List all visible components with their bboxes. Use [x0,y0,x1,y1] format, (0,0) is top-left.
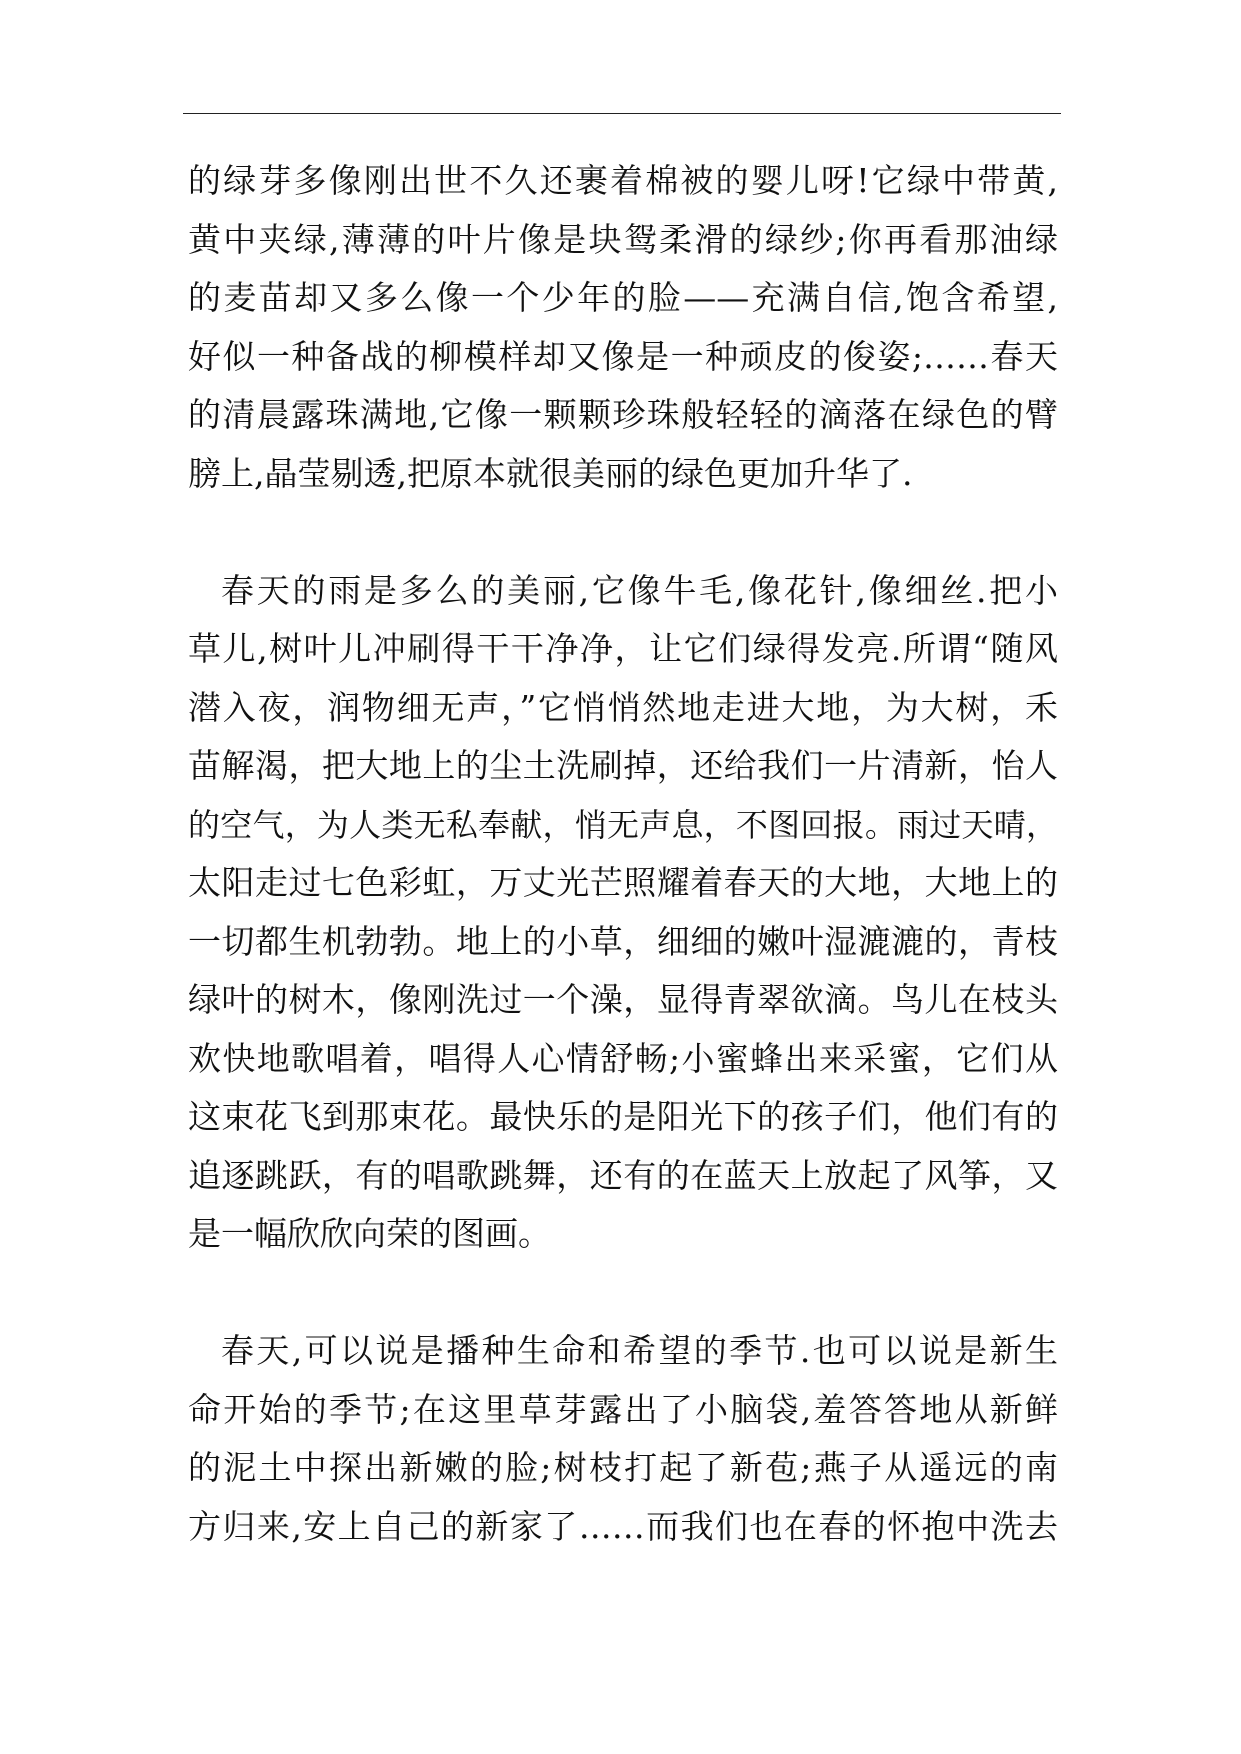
text-line: 的空气，为人类无私奉献，悄无声息，不图回报。雨过天晴， [188,805,1058,844]
header-rule [183,113,1061,114]
text-line: 的泥土中探出新嫩的脸;树枝打起了新苞;燕子从遥远的南 [188,1448,1058,1487]
paragraph-1 [188,152,1058,503]
text-line: 欢快地歌唱着，唱得人心情舒畅;小蜜蜂出来采蜜，它们从 [188,1038,1058,1078]
text-line: 春天,可以说是播种生命和希望的季节.也可以说是新生 [221,1331,1058,1370]
text-line: 这束花飞到那束花。最快乐的是阳光下的孩子们，他们有的 [188,1097,1058,1136]
text-line: 潜入夜，润物细无声，”它悄悄然地走进大地，为大树，禾 [188,687,1058,727]
text-line: 草儿,树叶儿冲刷得干干净净，让它们绿得发亮.所谓“随风 [188,629,1058,668]
paragraph-2 [188,562,1058,1264]
text-line: 是一幅欣欣向荣的图画。 [188,1214,551,1253]
text-line: 膀上,晶莹剔透,把原本就很美丽的绿色更加升华了. [188,453,913,493]
text-line: 春天的雨是多么的美丽,它像牛毛,像花针,像细丝.把小 [221,570,1058,610]
text-line: 追逐跳跃，有的唱歌跳舞，还有的在蓝天上放起了风筝，又 [188,1155,1058,1195]
text-line: 好似一种备战的柳模样却又像是一种顽皮的俊姿;……春天 [188,336,1058,376]
paragraph-3 [188,1322,1058,1556]
text-line: 太阳走过七色彩虹，万丈光芒照耀着春天的大地，大地上的 [188,863,1058,902]
body-text [188,152,1058,1556]
text-line: 绿叶的树木，像刚洗过一个澡，显得青翠欲滴。鸟儿在枝头 [188,980,1058,1019]
text-line: 方归来,安上自己的新家了……而我们也在春的怀抱中洗去 [188,1506,1058,1546]
text-line: 的绿芽多像刚出世不久还裹着棉被的婴儿呀!它绿中带黄, [188,161,1058,200]
paragraph-spacer [188,1264,1058,1323]
text-line: 一切都生机勃勃。地上的小草，细细的嫩叶湿漉漉的，青枝 [188,921,1058,961]
text-line: 苗解渴，把大地上的尘土洗刷掉，还给我们一片清新，怡人 [188,746,1058,785]
text-line: 的清晨露珠满地,它像一颗颗珍珠般轻轻的滴落在绿色的臂 [188,395,1058,434]
text-line: 的麦苗却又多么像一个少年的脸——充满自信,饱含希望, [188,278,1058,317]
paragraph-spacer [188,503,1058,562]
text-line: 黄中夹绿,薄薄的叶片像是块鸳柔滑的绿纱;你再看那油绿 [188,219,1058,259]
text-line: 命开始的季节;在这里草芽露出了小脑袋,羞答答地从新鲜 [188,1389,1058,1429]
